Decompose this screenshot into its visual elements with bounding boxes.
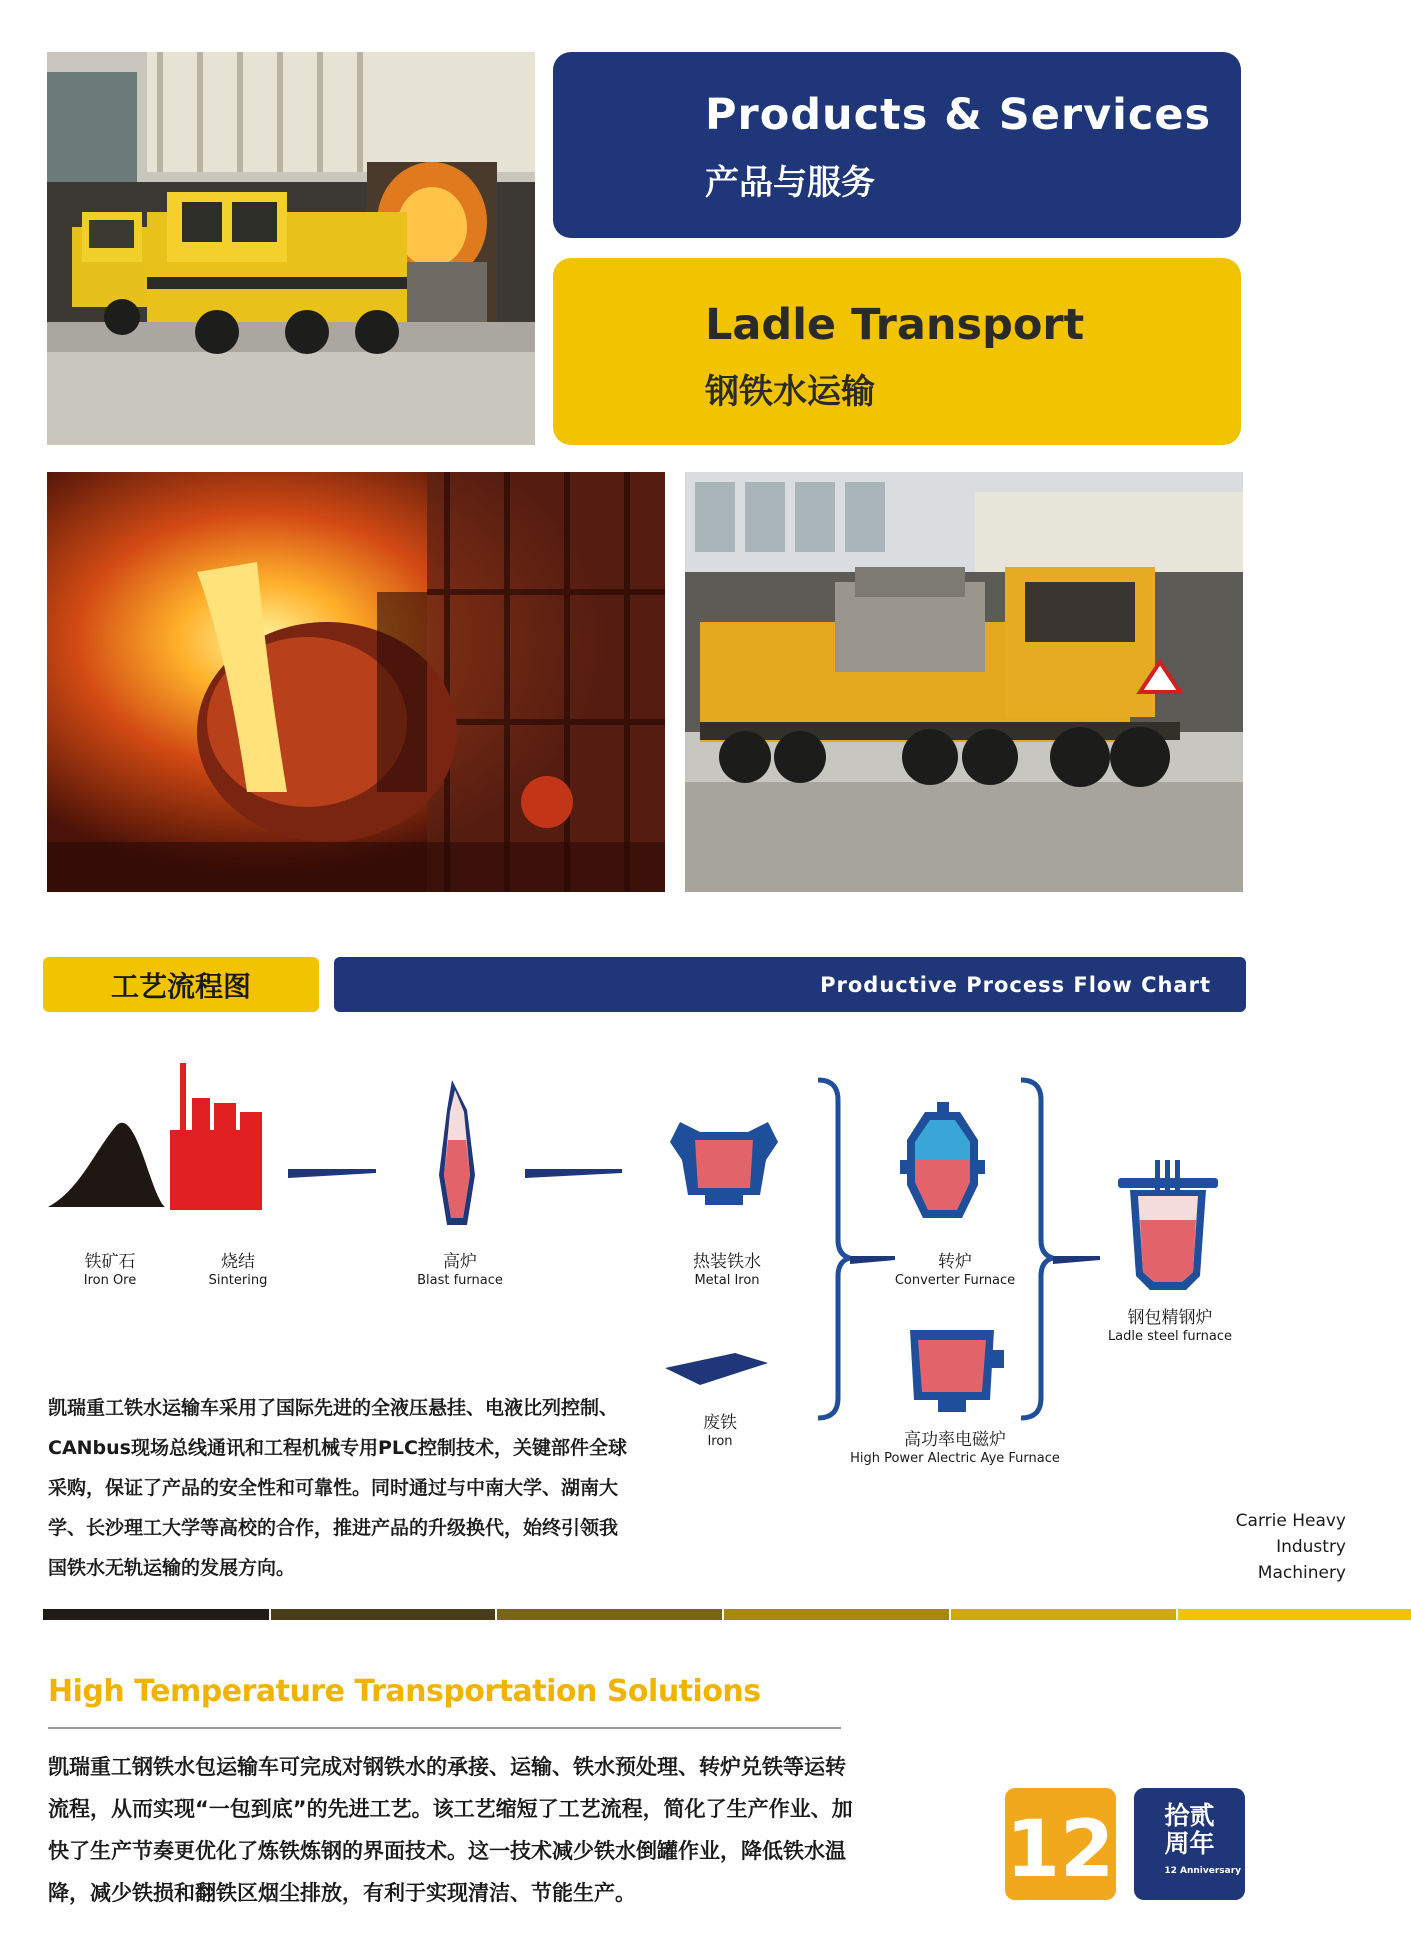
ladle-refining-furnace-icon <box>1118 1160 1218 1290</box>
divider-stripe-6 <box>1178 1609 1411 1620</box>
ladle-transport-banner <box>553 258 1241 445</box>
label-iron-ore: 铁矿石 Iron Ore <box>83 1252 137 1289</box>
bracket-right <box>1021 1080 1053 1418</box>
divider-stripe-3 <box>497 1609 722 1620</box>
label-converter-furnace: 转炉 Converter Furnace <box>894 1252 1016 1289</box>
logo-en: 12 Anniversary <box>1164 1866 1241 1876</box>
divider-stripe-2 <box>271 1609 495 1620</box>
converter-furnace-icon <box>900 1102 985 1218</box>
blast-furnace-icon <box>439 1080 475 1225</box>
flow-arrow <box>288 1169 376 1178</box>
iron-ore-icon <box>48 1123 165 1207</box>
ladle-transport-title-cn: 钢铁水运输 <box>705 372 875 412</box>
flow-arrow <box>525 1169 622 1178</box>
label-ladle-furnace: 钢包精钢炉 Ladle steel furnace <box>1107 1308 1233 1345</box>
intro-paragraph: 凯瑞重工铁水运输车采用了国际先进的全液压悬挂、电液比列控制、CANbus现场总线通讯和工程机械专用PLC控制技术，关键部件全球采购，保证了产品的安全性和可靠性。同时通过与中南大学、湖南大学、长沙理工大学等高校的合作，推进产品的升级换代，始终引领我国铁水无轨运输的发展方向。 <box>48 1397 627 1579</box>
solutions-rule <box>48 1727 841 1729</box>
photo-ladle-trucks-plant <box>47 52 535 445</box>
photo-ladle-transporter-loaded <box>685 472 1243 892</box>
solutions-title: High Temperature Transportation Solutions <box>48 1674 761 1709</box>
logo-cn-line1: 拾贰 <box>1164 1801 1215 1830</box>
anniversary-logo-mark <box>1005 1788 1116 1900</box>
process-flow-title-en: Productive Process Flow Chart <box>334 957 1246 1012</box>
metal-iron-ladle-icon <box>670 1122 778 1205</box>
bracket-left <box>818 1080 850 1418</box>
process-flow-title-cn: 工艺流程图 <box>43 957 319 1012</box>
label-metal-iron: 热装铁水 Metal Iron <box>693 1252 761 1289</box>
label-arc-furnace: 高功率电磁炉 High Power Alectric Aye Furnace <box>850 1430 1060 1467</box>
logo-cn-line2: 周年 <box>1164 1829 1215 1858</box>
solutions-paragraph: 凯瑞重工钢铁水包运输车可完成对钢铁水的承接、运输、铁水预处理、转炉兑铁等运转流程，从而实现“一包到底”的先进工艺。该工艺缩短了工艺流程，简化了生产作业、加快了生产节奏更优化了炼铁炼钢的界面技术。这一技术减少铁水倒罐作业，降低铁水温降，减少铁损和翻铁区烟尘排放，有利于实现清洁、节能生产。 <box>48 1755 853 1905</box>
products-services-title-cn: 产品与服务 <box>705 163 875 203</box>
label-scrap-iron: 废铁 Iron <box>703 1413 737 1450</box>
electric-arc-furnace-icon <box>910 1330 1004 1412</box>
label-sintering: 烧结 Sintering <box>208 1252 268 1289</box>
logo-number: 12 <box>1005 1805 1115 1895</box>
flow-arrow <box>1053 1256 1100 1264</box>
photo-molten-iron-pouring <box>47 472 665 892</box>
company-name: Carrie Heavy Industry Machinery <box>1235 1511 1346 1583</box>
products-services-banner <box>553 52 1241 238</box>
ladle-transport-title: Ladle Transport <box>705 300 1085 350</box>
divider-stripe-4 <box>724 1609 949 1620</box>
divider-stripe-5 <box>951 1609 1176 1620</box>
label-blast-furnace: 高炉 Blast furnace <box>417 1252 503 1289</box>
divider-stripe-1 <box>43 1609 269 1620</box>
anniversary-logo-text <box>1134 1788 1245 1900</box>
scrap-iron-icon <box>665 1353 768 1385</box>
products-services-title: Products & Services <box>705 90 1212 140</box>
sintering-icon <box>170 1063 262 1210</box>
